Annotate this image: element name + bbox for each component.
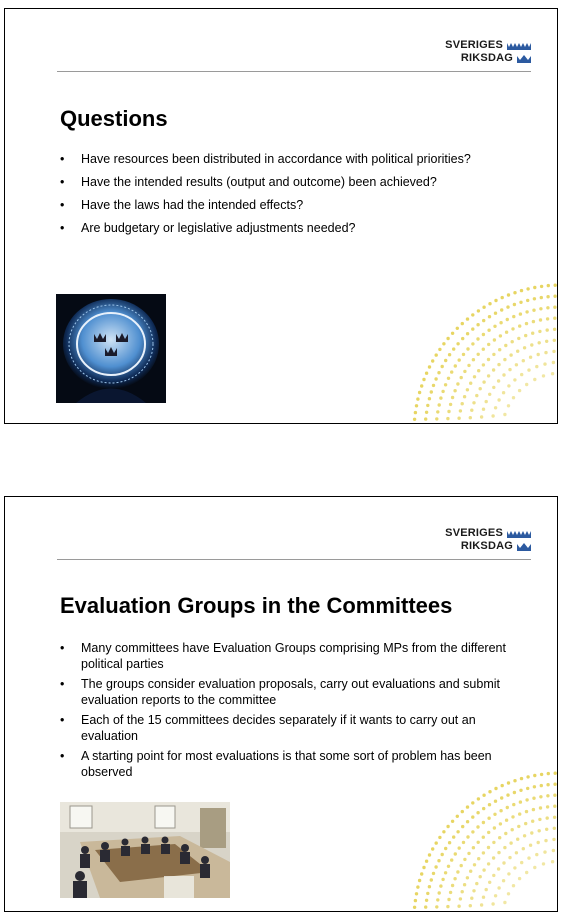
- list-item: • Each of the 15 committees decides separately if it wants to carry out an evaluation: [60, 712, 510, 744]
- bullet-list: [60, 151, 530, 243]
- list-item: • Have the laws had the intended effects?: [60, 197, 530, 213]
- header-rule: [57, 71, 531, 72]
- three-crowns-icon: [507, 40, 531, 52]
- slide-title: Questions: [60, 106, 168, 131]
- header-rule: [57, 559, 531, 560]
- slide-questions: [4, 8, 558, 424]
- crown-icon: [517, 541, 531, 553]
- list-item: • Are budgetary or legislative adjustments needed?: [60, 220, 530, 236]
- list-item: • The groups consider evaluation proposals, carry out evaluations and submit evaluation reports to the committee: [60, 676, 510, 708]
- list-item: • Many committees have Evaluation Groups comprising MPs from the different political parties: [60, 640, 510, 672]
- slide-title: Evaluation Groups in the Committees: [60, 593, 453, 618]
- list-item: • A starting point for most evaluations is that some sort of problem has been observed: [60, 748, 510, 780]
- bullet-list: [60, 640, 510, 784]
- logo-line1: SVERIGES: [445, 39, 503, 51]
- committee-meeting-photo: [60, 802, 230, 898]
- logo-line2: RIKSDAG: [460, 540, 513, 552]
- parliament-ceiling-photo: [56, 294, 166, 403]
- riksdag-logo: [445, 527, 531, 553]
- decorative-dot-arc: [387, 283, 557, 423]
- list-item: • Have the intended results (output and outcome) been achieved?: [60, 174, 530, 190]
- three-crowns-icon: [507, 528, 531, 540]
- riksdag-logo: [445, 39, 531, 65]
- logo-line2: RIKSDAG: [460, 52, 513, 64]
- crown-icon: [517, 53, 531, 65]
- list-item: • Have resources been distributed in accordance with political priorities?: [60, 151, 530, 167]
- slide-evaluation-groups: [4, 496, 558, 912]
- logo-line1: SVERIGES: [445, 527, 503, 539]
- decorative-dot-arc: [387, 771, 557, 911]
